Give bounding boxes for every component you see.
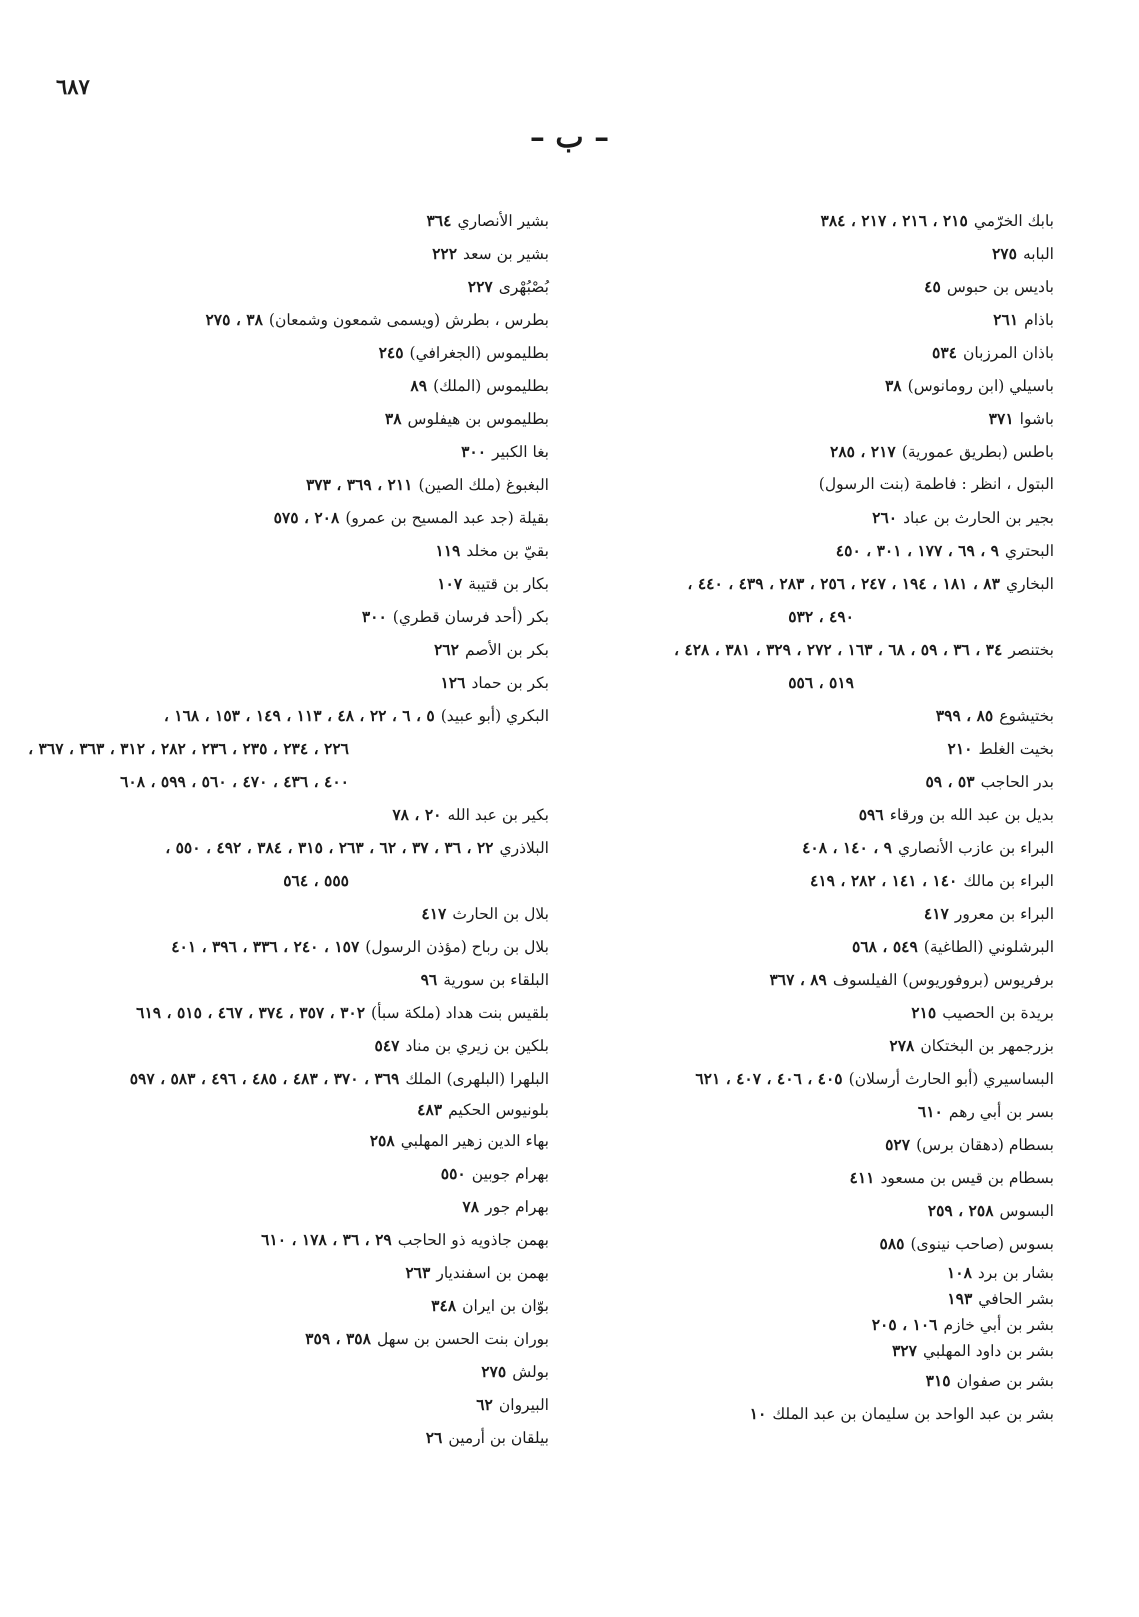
entry-pages: ٣٨	[884, 376, 902, 395]
entry-pages: ١٢٦	[440, 673, 466, 692]
entry-pages: ٢١٧ ، ٢٨٥	[830, 442, 896, 461]
entry-pages: ٥٩٦	[858, 805, 884, 824]
entry-name: بهرام جوبين	[471, 1165, 549, 1183]
index-entry	[549, 369, 1054, 402]
index-entry	[39, 1190, 549, 1223]
index-entry	[549, 1194, 1054, 1227]
entry-pages: ٣٨	[384, 409, 402, 428]
entry-pages: ٣٠٢ ، ٣٥٧ ، ٣٧٤ ، ٤٦٧ ، ٥١٥ ، ٦١٩	[136, 1003, 366, 1022]
entry-name: البلاذري	[499, 839, 549, 857]
index-entry	[39, 600, 549, 633]
index-entry	[549, 1029, 1054, 1062]
entry-pages: ١٩٣	[947, 1289, 973, 1308]
entry-pages: ٢٦٠	[872, 508, 898, 527]
entry-name: بهمن جاذويه ذو الحاجب	[397, 1231, 549, 1249]
entry-pages: ٣٤ ، ٣٦ ، ٥٩ ، ٦٨ ، ١٦٣ ، ٢٧٢ ، ٣٢٩ ، ٣٨١ ، ٤٢٨ ،	[674, 640, 1003, 659]
index-entry	[549, 1312, 1054, 1338]
index-entry	[549, 666, 1054, 699]
index-entry	[549, 567, 1054, 600]
entry-name: البخاري	[1005, 575, 1054, 593]
entry-pages: ٣٧١	[988, 409, 1014, 428]
entry-pages: ٣٠٠	[361, 607, 387, 626]
index-entry	[39, 468, 549, 501]
index-entry	[39, 864, 549, 897]
index-entry	[549, 468, 1054, 501]
entry-name: بشير الأنصاري	[457, 212, 549, 230]
index-entry	[549, 996, 1054, 1029]
index-entry	[39, 1062, 549, 1095]
index-entry	[39, 336, 549, 369]
entry-pages: ٣٨ ، ٢٧٥	[205, 310, 263, 329]
index-entry	[39, 930, 549, 963]
section-heading: – ب –	[529, 120, 610, 155]
entry-pages: ٢١١ ، ٣٦٩ ، ٣٧٣	[305, 475, 413, 494]
entry-pages: ٢٧٥	[481, 1362, 507, 1381]
entry-name: بهمن بن اسفنديار	[436, 1264, 549, 1282]
index-entry	[39, 798, 549, 831]
index-entry	[39, 831, 549, 864]
index-entry	[39, 1355, 549, 1388]
index-entry	[39, 666, 549, 699]
entry-name: بيلقان بن أرمين	[448, 1429, 549, 1447]
index-entry	[549, 1364, 1054, 1397]
index-entry	[549, 732, 1054, 765]
index-entry	[549, 270, 1054, 303]
entry-name: بولش	[512, 1363, 549, 1381]
entry-name: باذام	[1024, 311, 1054, 329]
entry-name: البراء بن معرور	[954, 905, 1054, 923]
entry-pages: ٢٥٨ ، ٢٥٩	[927, 1201, 994, 1220]
entry-name: البلقاء بن سورية	[443, 971, 549, 989]
entry-pages: ١٠٧	[437, 574, 463, 593]
entry-pages: ٥٣ ، ٥٩	[925, 772, 975, 791]
index-entry	[549, 501, 1054, 534]
entry-name: باشوا	[1019, 410, 1054, 428]
entry-name: بكر بن الأصم	[464, 641, 549, 659]
entry-pages: ٢٦٢	[433, 640, 459, 659]
entry-name: بلال بن الحارث	[452, 905, 549, 923]
entry-pages: ٢٦١	[993, 310, 1019, 329]
entry-pages: ٢١٥ ، ٢١٦ ، ٢١٧ ، ٣٨٤	[820, 211, 968, 230]
entry-pages: ٦٢	[476, 1395, 493, 1414]
entry-pages: ٥٥٥ ، ٥٦٤	[283, 871, 349, 890]
index-entry	[39, 534, 549, 567]
entry-pages: ٢٢٧	[467, 277, 493, 296]
index-entry	[39, 402, 549, 435]
index-entry	[39, 1421, 549, 1454]
entry-pages: ٣٢٧	[891, 1341, 917, 1360]
entry-name: بلكين بن زيري بن مناد	[405, 1037, 549, 1055]
entry-name: باذان المرزبان	[962, 344, 1054, 362]
entry-name: بكر بن حماد	[471, 674, 549, 692]
index-entry	[549, 864, 1054, 897]
index-entry	[549, 699, 1054, 732]
index-entry	[549, 1260, 1054, 1286]
entry-name: البرشلوني (الطاغية)	[923, 938, 1054, 956]
entry-pages: ٩ ، ٦٩ ، ١٧٧ ، ٣٠١ ، ٤٥٠	[835, 541, 999, 560]
entry-name: البحتري	[1004, 542, 1054, 560]
entry-name: باديس بن حبوس	[946, 278, 1054, 296]
index-entry	[39, 1029, 549, 1062]
index-entry	[39, 369, 549, 402]
entry-pages: ٢٢٦ ، ٢٣٤ ، ٢٣٥ ، ٢٣٦ ، ٢٨٢ ، ٣١٢ ، ٣٦٣ ، ٣٦٧ ،	[28, 739, 349, 758]
index-entry	[39, 1157, 549, 1190]
index-entry	[39, 303, 549, 336]
entry-pages: ٥٤٧	[374, 1036, 400, 1055]
index-entry	[549, 831, 1054, 864]
index-entry	[549, 633, 1054, 666]
entry-pages: ٢١٠	[947, 739, 973, 758]
entry-name: بلقيس بنت هداد (ملكة سبأ)	[371, 1004, 549, 1022]
index-entry	[39, 765, 549, 798]
index-entry	[39, 567, 549, 600]
index-entry	[549, 1095, 1054, 1128]
entry-pages: ٤٩٠ ، ٥٣٢	[788, 607, 854, 626]
entry-name: بقيّ بن مخلد	[466, 542, 549, 560]
entry-name: بطليموس (الجغرافي)	[409, 344, 549, 362]
entry-pages: ١٠	[749, 1404, 767, 1423]
entry-pages: ٥٢٧	[885, 1135, 911, 1154]
entry-name: بكير بن عبد الله	[447, 806, 549, 824]
entry-pages: ١٥٧ ، ٢٤٠ ، ٣٣٦ ، ٣٩٦ ، ٤٠١	[171, 937, 360, 956]
entry-name: البابه	[1022, 245, 1054, 263]
entry-pages: ١١٩	[435, 541, 461, 560]
entry-name: البيروان	[498, 1396, 549, 1414]
entry-pages: ٥١٩ ، ٥٥٦	[788, 673, 854, 692]
index-entry	[39, 1256, 549, 1289]
entry-name: البكري (أبو عبيد)	[440, 707, 549, 725]
entry-name: البسوس	[999, 1202, 1054, 1220]
entry-name: بشر الحافي	[978, 1290, 1054, 1308]
entry-pages: ٢٠ ، ٧٨	[392, 805, 442, 824]
entry-name: برفريوس (بروفوريوس) الفيلسوف	[832, 971, 1054, 989]
page-number: ٦٨٧	[56, 74, 90, 99]
entry-name: البلهرا (البلهرى) الملك	[405, 1070, 549, 1088]
index-entry	[39, 237, 549, 270]
entry-pages: ٤١٧	[923, 904, 949, 923]
entry-name: بوران بنت الحسن بن سهل	[376, 1330, 549, 1348]
entry-pages: ٥ ، ٦ ، ٢٢ ، ٤٨ ، ١١٣ ، ١٤٩ ، ١٥٣ ، ١٦٨ ،	[163, 706, 435, 725]
entry-name: بسر بن أبي رهم	[948, 1103, 1054, 1121]
entry-pages: ٢٢٢	[432, 244, 458, 263]
entry-name: البراء بن عازب الأنصاري	[897, 839, 1054, 857]
entry-name: بوّان بن ايران	[462, 1297, 549, 1315]
entry-pages: ١٠٦ ، ٢٠٥	[871, 1315, 938, 1334]
index-entry	[549, 963, 1054, 996]
entry-name: بريدة بن الحصيب	[942, 1004, 1054, 1022]
entry-pages: ٤٠٠ ، ٤٣٦ ، ٤٧٠ ، ٥٦٠ ، ٥٩٩ ، ٦٠٨	[120, 772, 349, 791]
index-entry	[39, 996, 549, 1029]
entry-name: بديل بن عبد الله بن ورقاء	[889, 806, 1054, 824]
entry-pages: ٤٥	[924, 277, 941, 296]
entry-name: بشار بن برد	[977, 1264, 1054, 1282]
entry-name: بقيلة (جد عبد المسيح بن عمرو)	[345, 509, 549, 527]
entry-pages: ٣٠٠	[461, 442, 487, 461]
index-entry	[549, 402, 1054, 435]
index-entry	[39, 501, 549, 534]
entry-pages: ٩ ، ١٤٠ ، ٤٠٨	[802, 838, 892, 857]
entry-pages: ٨٥ ، ٣٩٩	[935, 706, 994, 725]
entry-pages: ٢٠٨ ، ٥٧٥	[273, 508, 340, 527]
index-entry	[39, 1095, 549, 1124]
entry-pages: ٣٥٨ ، ٣٥٩	[305, 1329, 371, 1348]
index-entry	[549, 1161, 1054, 1194]
entry-name: بكر (أحد فرسان قطري)	[392, 608, 549, 626]
entry-name: بهرام جور	[485, 1198, 549, 1216]
index-entry	[549, 303, 1054, 336]
entry-name: بهاء الدين زهير المهلبي	[400, 1132, 549, 1150]
index-entry	[549, 1128, 1054, 1161]
entry-pages: ٢٢ ، ٣٦ ، ٣٧ ، ٦٢ ، ٢٦٣ ، ٣١٥ ، ٣٨٤ ، ٤٩٢ ، ٥٥٠ ،	[165, 838, 494, 857]
entry-name: بطليموس (الملك)	[433, 377, 549, 395]
index-entry	[39, 699, 549, 732]
entry-name: بشر بن عبد الواحد بن سليمان بن عبد الملك	[772, 1405, 1054, 1423]
entry-name: بُصْبُهْرى	[498, 278, 549, 296]
entry-pages: ٣٦٤	[426, 211, 452, 230]
entry-pages: ٥٥٠	[440, 1164, 466, 1183]
index-entry	[549, 435, 1054, 468]
index-entry	[549, 1062, 1054, 1095]
entry-pages: ٨٩	[410, 376, 428, 395]
entry-name: باطس (بطريق عمورية)	[901, 443, 1054, 461]
entry-name: بختيشوع	[999, 707, 1054, 725]
entry-name: بطليموس بن هيفلوس	[407, 410, 549, 428]
index-entry	[39, 1124, 549, 1157]
entry-name: باسيلي (ابن رومانوس)	[907, 377, 1054, 395]
index-column-left	[28, 204, 549, 1454]
entry-name: بشر بن صفوان	[956, 1372, 1054, 1390]
index-entry	[549, 204, 1054, 237]
entry-pages: ٨٩ ، ٣٦٧	[769, 970, 827, 989]
entry-name: بلال بن رباح (مؤذن الرسول)	[365, 938, 549, 956]
entry-name: بكار بن قتيبة	[468, 575, 549, 593]
entry-pages: ٣٤٨	[431, 1296, 457, 1315]
index-entry	[549, 765, 1054, 798]
entry-name: بلونيوس الحكيم	[448, 1101, 549, 1119]
entry-name: بغا الكبير	[492, 443, 549, 461]
entry-pages: ٤١٧	[421, 904, 447, 923]
entry-name: البتول ، انظر : فاطمة (بنت الرسول)	[818, 475, 1054, 493]
entry-pages: ٢٦	[425, 1428, 443, 1447]
index-entry	[39, 1388, 549, 1421]
entry-pages: ٤٨٣	[417, 1100, 443, 1119]
entry-pages: ٦١٠	[917, 1102, 943, 1121]
entry-name: البغبوغ (ملك الصين)	[418, 476, 549, 494]
index-entry	[39, 1289, 549, 1322]
entry-pages: ٩٦	[420, 970, 438, 989]
entry-name: بطرس ، بطرش (ويسمى شمعون وشمعان)	[268, 311, 549, 329]
entry-pages: ٤٠٥ ، ٤٠٦ ، ٤٠٧ ، ٦٢١	[695, 1069, 843, 1088]
entry-pages: ١٠٨	[946, 1263, 972, 1282]
index-entry	[39, 1322, 549, 1355]
entry-pages: ٢٦٣	[405, 1263, 431, 1282]
index-entry	[549, 336, 1054, 369]
entry-name: بابك الخرّمي	[973, 212, 1054, 230]
index-entry	[549, 237, 1054, 270]
entry-pages: ٣١٥	[925, 1371, 951, 1390]
index-entry	[549, 798, 1054, 831]
entry-pages: ٢٧٨	[889, 1036, 915, 1055]
entry-name: بسطام (دهقان برس)	[916, 1136, 1054, 1154]
index-entry	[39, 897, 549, 930]
index-entry	[549, 1397, 1054, 1430]
entry-name: بجير بن الحارث بن عباد	[903, 509, 1054, 527]
entry-pages: ٤١١	[849, 1168, 875, 1187]
index-entry	[39, 963, 549, 996]
entry-name: البساسيري (أبو الحارث أرسلان)	[848, 1070, 1054, 1088]
index-column-right	[549, 204, 1054, 1430]
index-entry	[549, 1338, 1054, 1364]
index-entry	[28, 732, 549, 765]
entry-pages: ٢٤٥	[378, 343, 404, 362]
entry-name: بزرجمهر بن البختكان	[920, 1037, 1054, 1055]
entry-name: بشير بن سعد	[463, 245, 549, 263]
index-entry	[39, 204, 549, 237]
index-entry	[549, 930, 1054, 963]
index-entry	[549, 1286, 1054, 1312]
entry-name: البراء بن مالك	[963, 872, 1054, 890]
entry-name: بسوس (صاحب نينوى)	[910, 1235, 1054, 1253]
entry-name: بدر الحاجب	[980, 773, 1054, 791]
index-entry	[549, 1227, 1054, 1260]
index-entry	[39, 1223, 549, 1256]
entry-pages: ٣٦٩ ، ٣٧٠ ، ٤٨٣ ، ٤٨٥ ، ٤٩٦ ، ٥٨٣ ، ٥٩٧	[129, 1069, 400, 1088]
entry-pages: ٢٩ ، ٣٦ ، ١٧٨ ، ٦١٠	[261, 1230, 392, 1249]
entry-pages: ٥٤٩ ، ٥٦٨	[852, 937, 918, 956]
entry-name: بخيت الغلط	[978, 740, 1054, 758]
index-entry	[549, 897, 1054, 930]
entry-pages: ١٤٠ ، ١٤١ ، ٢٨٢ ، ٤١٩	[810, 871, 958, 890]
entry-pages: ٢٥٨	[369, 1131, 395, 1150]
index-entry	[549, 534, 1054, 567]
entry-pages: ٢١٥	[911, 1003, 937, 1022]
index-entry	[39, 633, 549, 666]
entry-name: بشر بن داود المهلبي	[922, 1342, 1054, 1360]
entry-pages: ٥٨٥	[879, 1234, 905, 1253]
index-entry	[39, 270, 549, 303]
entry-name: بشر بن أبي خازم	[943, 1316, 1054, 1334]
entry-name: بسطام بن قيس بن مسعود	[880, 1169, 1054, 1187]
entry-name: بختنصر	[1008, 641, 1054, 659]
entry-pages: ٢٧٥	[991, 244, 1017, 263]
entry-pages: ٨٣ ، ١٨١ ، ١٩٤ ، ٢٤٧ ، ٢٥٦ ، ٢٨٣ ، ٤٣٩ ، ٤٤٠ ،	[687, 574, 1000, 593]
entry-pages: ٧٨	[462, 1197, 480, 1216]
entry-pages: ٥٣٤	[932, 343, 957, 362]
index-entry	[39, 435, 549, 468]
index-entry	[549, 600, 1054, 633]
